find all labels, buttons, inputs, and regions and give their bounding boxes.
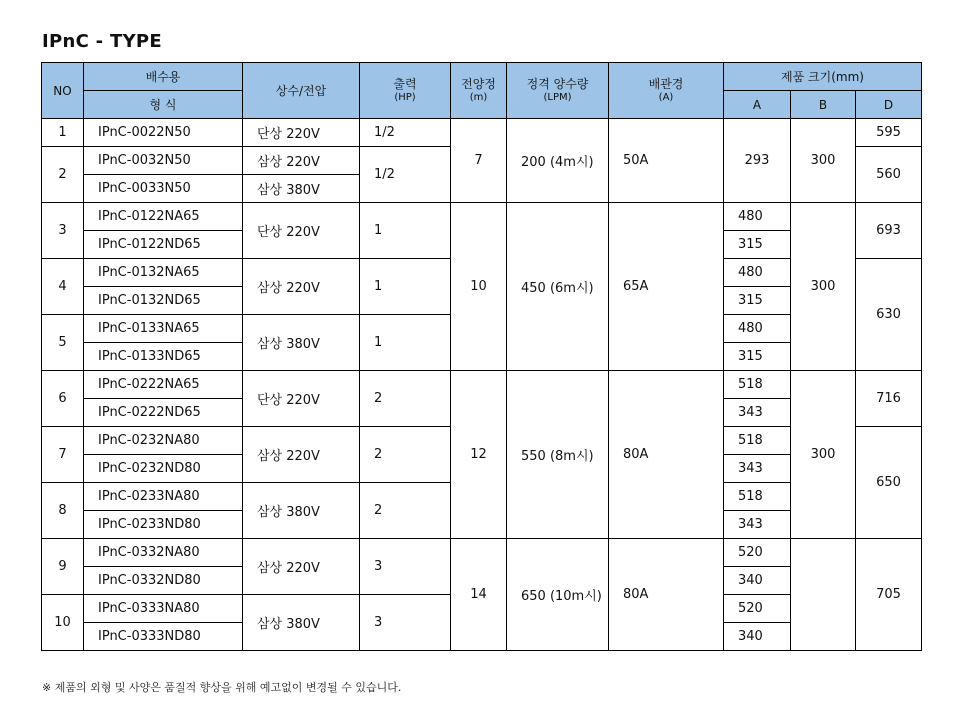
size-b-cell: [791, 539, 856, 651]
footnote: ※ 제품의 외형 및 사양은 품질적 향상을 위해 예고없이 변경될 수 있습니다.: [42, 681, 402, 694]
phase-cell: 단상 220V: [243, 371, 360, 427]
hp-cell: 1/2: [360, 147, 451, 203]
hp-cell: 1: [360, 315, 451, 371]
size-b-cell: 300: [791, 203, 856, 371]
model-cell: IPnC-0133ND65: [84, 343, 243, 371]
model-cell: IPnC-0133NA65: [84, 315, 243, 343]
model-cell: IPnC-0222ND65: [84, 399, 243, 427]
size-d-cell: 650: [856, 427, 922, 539]
header-pipe: [609, 63, 724, 119]
size-a-cell: 343: [724, 399, 791, 427]
table-body: [42, 119, 922, 651]
header-phase-voltage: 상수/전압: [243, 63, 360, 119]
phase-cell: 삼상 220V: [243, 259, 360, 315]
row-no: 3: [42, 203, 84, 259]
hp-cell: 2: [360, 483, 451, 539]
size-d-cell: 693: [856, 203, 922, 259]
size-b-cell: 300: [791, 119, 856, 203]
model-cell: IPnC-0122ND65: [84, 231, 243, 259]
header-model: 형 식: [84, 91, 243, 119]
size-a-cell: 315: [724, 231, 791, 259]
flow-cell: 650 (10m시): [507, 539, 609, 651]
hp-cell: 1/2: [360, 119, 451, 147]
size-a-cell: 293: [724, 119, 791, 203]
table-header: [42, 63, 922, 119]
size-d-cell: 716: [856, 371, 922, 427]
flow-cell: 550 (8m시): [507, 371, 609, 539]
size-d-cell: 595: [856, 119, 922, 147]
head-cell: 10: [451, 203, 507, 371]
pipe-cell: 65A: [609, 203, 724, 371]
pipe-cell: 80A: [609, 371, 724, 539]
header-size-d: D: [856, 91, 922, 119]
size-a-cell: 340: [724, 623, 791, 651]
model-cell: IPnC-0122NA65: [84, 203, 243, 231]
size-a-cell: 518: [724, 483, 791, 511]
size-d-cell: 630: [856, 259, 922, 371]
model-cell: IPnC-0232NA80: [84, 427, 243, 455]
header-head-unit: (m): [469, 91, 488, 103]
pipe-cell: 50A: [609, 119, 724, 203]
phase-cell: 삼상 380V: [243, 175, 360, 203]
size-a-cell: 520: [724, 539, 791, 567]
header-output-unit: (HP): [394, 91, 416, 103]
model-cell: IPnC-0333ND80: [84, 623, 243, 651]
phase-cell: 삼상 380V: [243, 483, 360, 539]
pipe-cell: 80A: [609, 539, 724, 651]
header-flow-unit: (LPM): [543, 91, 572, 103]
hp-cell: 1: [360, 203, 451, 259]
model-cell: IPnC-0232ND80: [84, 455, 243, 483]
model-cell: IPnC-0033N50: [84, 175, 243, 203]
model-cell: IPnC-0333NA80: [84, 595, 243, 623]
header-pipe-unit: (A): [658, 91, 674, 103]
header-output: [360, 63, 451, 119]
table-row: [42, 203, 922, 231]
header-no: NO: [42, 63, 84, 119]
head-cell: 7: [451, 119, 507, 203]
table-row: [42, 371, 922, 399]
size-a-cell: 343: [724, 511, 791, 539]
row-no: 6: [42, 371, 84, 427]
header-flow: [507, 63, 609, 119]
size-a-cell: 315: [724, 287, 791, 315]
header-output-label: 출력: [393, 76, 417, 91]
hp-cell: 2: [360, 427, 451, 483]
size-a-cell: 480: [724, 315, 791, 343]
model-cell: IPnC-0332ND80: [84, 567, 243, 595]
spec-table: [41, 62, 922, 651]
phase-cell: 삼상 220V: [243, 427, 360, 483]
size-a-cell: 518: [724, 371, 791, 399]
flow-cell: 200 (4m시): [507, 119, 609, 203]
table-row: [42, 539, 922, 567]
table-row: [42, 119, 922, 147]
phase-cell: 삼상 220V: [243, 147, 360, 175]
row-no: 1: [42, 119, 84, 147]
size-a-cell: 315: [724, 343, 791, 371]
header-head: [451, 63, 507, 119]
size-a-cell: 480: [724, 203, 791, 231]
phase-cell: 단상 220V: [243, 119, 360, 147]
head-cell: 12: [451, 371, 507, 539]
header-size: 제품 크기(mm): [724, 63, 922, 91]
size-a-cell: 340: [724, 567, 791, 595]
size-a-cell: 520: [724, 595, 791, 623]
size-a-cell: 480: [724, 259, 791, 287]
size-b-cell: 300: [791, 371, 856, 539]
row-no: 7: [42, 427, 84, 483]
header-size-b: B: [791, 91, 856, 119]
model-cell: IPnC-0332NA80: [84, 539, 243, 567]
head-cell: 14: [451, 539, 507, 651]
row-no: 2: [42, 147, 84, 203]
model-cell: IPnC-0022N50: [84, 119, 243, 147]
size-a-cell: 518: [724, 427, 791, 455]
row-no: 4: [42, 259, 84, 315]
model-cell: IPnC-0132ND65: [84, 287, 243, 315]
model-cell: IPnC-0233ND80: [84, 511, 243, 539]
header-pipe-label: 배관경: [648, 76, 684, 91]
row-no: 9: [42, 539, 84, 595]
size-d-cell: 705: [856, 539, 922, 651]
model-cell: IPnC-0032N50: [84, 147, 243, 175]
model-cell: IPnC-0233NA80: [84, 483, 243, 511]
header-usage: 배수용: [84, 63, 243, 91]
header-head-label: 전양정: [461, 76, 496, 91]
page-title: IPnC - TYPE: [42, 31, 163, 52]
header-flow-label: 정격 양수량: [526, 76, 589, 91]
model-cell: IPnC-0132NA65: [84, 259, 243, 287]
hp-cell: 1: [360, 259, 451, 315]
flow-cell: 450 (6m시): [507, 203, 609, 371]
row-no: 10: [42, 595, 84, 651]
row-no: 8: [42, 483, 84, 539]
hp-cell: 3: [360, 595, 451, 651]
phase-cell: 삼상 380V: [243, 315, 360, 371]
phase-cell: 삼상 380V: [243, 595, 360, 651]
phase-cell: 삼상 220V: [243, 539, 360, 595]
hp-cell: 3: [360, 539, 451, 595]
model-cell: IPnC-0222NA65: [84, 371, 243, 399]
row-no: 5: [42, 315, 84, 371]
size-a-cell: 343: [724, 455, 791, 483]
header-size-a: A: [724, 91, 791, 119]
size-d-cell: 560: [856, 147, 922, 203]
phase-cell: 단상 220V: [243, 203, 360, 259]
hp-cell: 2: [360, 371, 451, 427]
